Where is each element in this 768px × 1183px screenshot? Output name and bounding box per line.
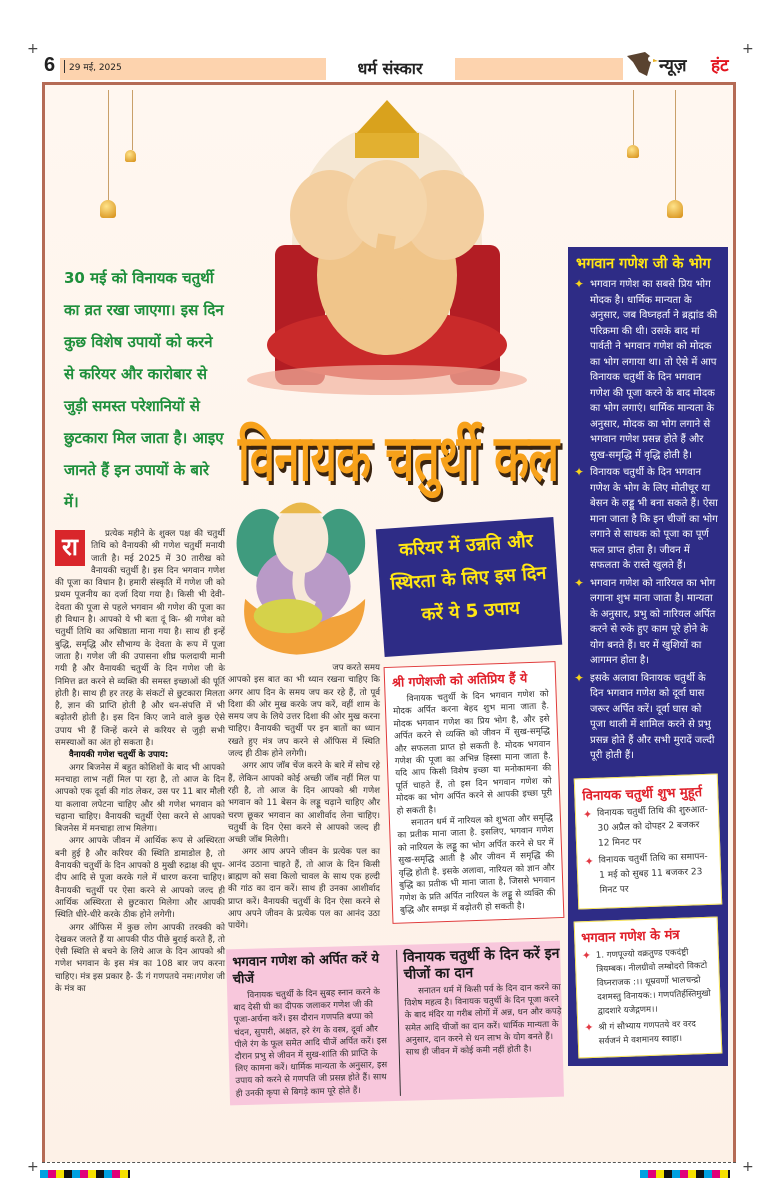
logo-text-news: न्यूज़ xyxy=(659,56,687,76)
mantra-item xyxy=(582,944,714,1018)
mantra-item-text: 1. गणपूज्यो वक्रतुण्ड एकदंष्ट्री त्रियम्बक। नीलग्रीवो लम्बोदरो विकटो विघ्नराजक :।। धूम्रवर्णो भालचन्द्रो दशमस्तु विनायक:। गणपतिर्हस्तिमुखो द्वादशारे यजेद्गणम।। xyxy=(595,947,711,1017)
bottom-rule xyxy=(42,1162,736,1163)
star-bullet-icon: ✦ xyxy=(584,854,595,868)
donation-section xyxy=(403,945,565,1095)
muhurat-item-text: विनायक चतुर्थी तिथि का समापन- 1 मई को सुबह 11 बजकर 23 मिनट पर xyxy=(598,851,708,896)
article-paragraph: अगर आपके जीवन में आर्थिक रूप से अस्थिरता बनी हुई है और करियर की स्थिति डामाडोल है, तो वैनायकी चतुर्थी के दिन आपको 8 मुखी रुद्राक्ष की धूप-दीप आदि से पूजा करके गले में धारण करना चाहिए। वैनायकी चतुर्थी पर ऐसा करने से आपको जल्द ही आर्थिक अस्थिरता से छुटकारा मिलेगा और आपकी स्थिति धीरे-धीरे करके ठीक होने लगेगी। xyxy=(55,836,225,921)
intro-text: 30 मई को विनायक चतुर्थी का व्रत रखा जाएगा। इस दिन कुछ विशेष उपायों को करने से करियर और कारोबार से जुड़ी समस्त परेशानियों से छुटकारा मिल जाता है। आइए जानते हैं इन उपायों के बारे में। xyxy=(64,269,224,511)
mantra-item xyxy=(584,1016,715,1049)
newspaper-logo xyxy=(625,50,740,80)
muhurat-item-text: विनायक चतुर्थी तिथि की शुरुआत- 30 अप्रैल को दोपहर 2 बजकर 12 मिनट पर xyxy=(596,804,709,849)
favorites-paragraph: सनातन धर्म में नारियल को शुभता और समृद्धि का प्रतीक माना जाता है. इसलिए, भगवान गणेश को नारियल के लड्डू का भोग अर्पित करने से घर में सुख-समृद्धि आती है और जीवन में समृद्धि की वृद्धि होती है. इसके अलावा, नारियल को ज्ञान और बुद्धि का प्रतीक भी माना जाता है, जिससे भगवान गणेश के प्रति अर्पित नारियल के लड्डू से व्यक्ति की बुद्धि और समझ में बढ़ोतरी हो सकती है। xyxy=(397,813,556,916)
favorites-heading: श्री गणेशजी को अतिप्रिय हैं ये xyxy=(391,670,528,690)
bhog-sidebar xyxy=(568,247,728,1066)
bhog-heading: भगवान गणेश जी के भोग xyxy=(576,256,711,272)
bhog-item-text: इसके अलावा विनायक चतुर्थी के दिन भगवान गणेश को दूर्वा घास जरूर अर्पित करें। दूर्वा घास को पूजा थाली में शामिल करने से प्रभु प्रसन्न होते हैं और सभी मुरादें जल्दी पूरी होती हैं। xyxy=(590,672,715,761)
star-bullet-icon: ✦ xyxy=(574,465,585,479)
registration-mark: + xyxy=(742,41,754,57)
bell-icon xyxy=(627,145,639,158)
muhurat-heading: विनायक चतुर्थी शुभ मुहूर्त xyxy=(582,784,703,804)
star-bullet-icon: ✦ xyxy=(582,807,593,821)
article-subheading: वैनायकी गणेश चतुर्थी के उपाय: xyxy=(69,750,169,761)
article-paragraph: अगर आप जॉब चेंज करने के बारे में सोच रहे हैं, लेकिन आपको कोई अच्छी जॉब नहीं मिल पा रही है, तो आज के दिन आपको श्री गणेश भगवान को 11 बेसन के लड्डू चढ़ाने चाहिए और चरण छूकर भगवान का आशीर्वाद लेना चाहिए। चतुर्थी के दिन ऐसा करने से आपको जल्द ही अच्छी जॉब मिलेगी। xyxy=(228,761,380,846)
article-paragraph: आपको इस बात का भी ध्यान रखना चाहिए कि अगर आप दिन के समय जप कर रहे हैं, तो पूर्व दिशा की ओर मुख करके जप करें, वहीं शाम के समय जप के लिये उत्तर दिशा की ओर मुख करना चाहिए। वैनायकी चतुर्थी पर इन बातों का ध्यान रखते हुए मंत्र जप करने से ऑफिस में स्थिति जल्द ही ठीक होने लगेगी। xyxy=(228,675,380,760)
star-bullet-icon: ✦ xyxy=(574,277,585,291)
subtitle-box: करियर में उन्नति और स्थिरता के लिए इस दिन करें ये 5 उपाय xyxy=(376,517,562,657)
muhurat-box xyxy=(574,773,722,909)
muhurat-item xyxy=(584,849,713,898)
article-continuation-caption: जप करते समय xyxy=(332,663,380,673)
bell-icon xyxy=(100,200,116,218)
star-bullet-icon: ✦ xyxy=(574,670,585,685)
favorites-paragraph: विनायक चतुर्थी के दिन भगवान गणेश को मोदक अर्पित करना बेहद शुभ माना जाता है. मोदक भगवान गणेश का प्रिय भोग है, और इसे अर्पित करने से व्यक्ति को जीवन में सुख-समृद्धि और सफलता प्राप्त हो सकती है. मोदक भगवान गणेश की पूजा का अभिन्न हिस्सा माना जाता है. यदि आप किसी विशेष इच्छा या मनोकामना की पूर्ति चाहते हैं, तो इस दिन भगवान गणेश को मोदक का भोग अर्पित करने से आपकी इच्छा पूरी हो सकती है। xyxy=(392,689,553,817)
article-column-left xyxy=(55,528,225,995)
offer-heading: भगवान गणेश को अर्पित करें ये चीजें xyxy=(232,950,380,987)
muhurat-item xyxy=(583,802,712,851)
logo-text-hunt: हंट xyxy=(711,56,729,76)
article-paragraph: अगर ऑफिस में कुछ लोग आपकी तरक्की को देखकर जलते हैं या आपकी पीठ पीछे बुराई करते हैं, तो ऐसी स्थिति से बचने के लिये आज के दिन आपको श्री गणेश भगवान के इस मंत्र का 108 बार जप करना चाहिए। मंत्र इस प्रकार है- ऊँ गं गणपतये नमः।गणेश जी के मंत्र का xyxy=(55,922,225,994)
ganesha-main-image xyxy=(215,95,560,410)
bhog-item xyxy=(576,671,720,764)
bhog-item xyxy=(576,465,720,574)
registration-mark: + xyxy=(742,1159,754,1175)
star-bullet-icon: ✦ xyxy=(584,1020,594,1034)
article-paragraph: अगर आप अपने जीवन के प्रत्येक पल का आनंद उठाना चाहते हैं, तो आज के दिन किसी ब्राह्मण को सवा किलो चावल के साथ एक हल्दी की गांठ का दान करें। साथ ही उनका आशीर्वाद प्राप्त करें। वैनायकी चतुर्थी के दिन ऐसा करने से आप अपने जीवन के प्रत्येक पल का आनंद उठा पायेंगे। xyxy=(228,847,380,932)
bhog-item-text: विनायक चतुर्थी के दिन भगवान गणेश के भोग के लिए मोतीचूर या बेसन के लड्डू भी बना सकते हैं। ऐसा माना जाता है कि इन चीजों का भोग लगाने से साधक को पूजा का पूर्ण फल प्राप्त होता है। जीवन में सफलता के रास्ते खुलते हैं। xyxy=(590,467,718,571)
mantra-heading: भगवान गणेश के मंत्र xyxy=(580,927,680,946)
eagle-logo-icon xyxy=(625,50,659,80)
registration-mark: + xyxy=(27,41,39,57)
header-band xyxy=(455,58,623,80)
article-paragraph: अगर बिजनेस में बहुत कोशिशों के बाद भी आपको मनचाहा लाभ नहीं मिल पा रहा है, तो आज के दिन आपको एक दूर्वा की गांठ लेकर, उस पर 11 बार मौली या कलावा लपेटना चाहिए और श्री गणेश भगवान को चढ़ाना चाहिए। वैनायकी चतुर्थी ऐसा करने से आपको बिजनेस में मनचाहा लाभ मिलेगा। xyxy=(55,762,225,835)
color-bar xyxy=(640,1170,730,1178)
bhog-item xyxy=(576,277,720,463)
article-column-middle xyxy=(228,662,380,933)
pink-box xyxy=(226,940,564,1105)
bhog-item xyxy=(576,576,720,669)
issue-date: 29 मई, 2025 xyxy=(64,60,122,73)
offer-section xyxy=(232,950,394,1100)
mantra-box xyxy=(574,916,723,1058)
favorites-box xyxy=(384,661,565,924)
divider xyxy=(396,949,401,1095)
bhog-item-text: भगवान गणेश को नारियल का भोग लगाना शुभ माना जाता है। मान्यता के अनुसार, प्रभु को नारियल अर्पित करने से रुके हुए काम पूरे होने के योग बनते हैं। घर में खुशियों का आगमन होता है। xyxy=(590,577,716,666)
drop-cap: रा xyxy=(55,530,85,566)
star-bullet-icon: ✦ xyxy=(581,948,592,962)
section-title: धर्म संस्कार xyxy=(357,59,423,78)
registration-mark: + xyxy=(27,1159,39,1175)
headline: विनायक चतुर्थी कल xyxy=(238,422,559,496)
offer-text: विनायक चतुर्थी के दिन सुबह स्नान करने के बाद देसी घी का दीपक जलाकर गणेश जी की पूजा-अर्चना करें। इस दौरान गणपति बप्पा को चंदन, सुपारी, अक्षत, हरे रंग के वस्त्र, दूर्वा और पीले रंग के फूल समेत आदि चीजें अर्पित करें। इस दौरान प्रभु से जीवन में सुख-शांति की प्राप्ति के लिए कामना करें। धार्मिक मान्यता के अनुसार, इस उपाय को करने से गणपति जी प्रसन्न होते हैं। साथ ही उनकी कृपा से बिगड़े काम पूरे होते हैं। xyxy=(233,986,388,1099)
middle-area xyxy=(228,662,562,1100)
bell-icon xyxy=(667,200,683,218)
mantra-item-text: श्री गं सौभ्याय गणपतये वर वरद सर्वजनं मे वशमानय स्वाहा। xyxy=(598,1018,697,1047)
bell-icon xyxy=(125,150,136,162)
star-bullet-icon: ✦ xyxy=(574,575,585,590)
donation-heading: विनायक चतुर्थी के दिन करें इन चीजों का दान xyxy=(403,945,560,983)
article-paragraph: प्रत्येक महीने के शुक्ल पक्ष की चतुर्थी तिथि को वैनायकी श्री गणेश चतुर्थी मनायी जाती है। मई 2025 में 30 तारीख को वैनायकी चतुर्थी है। इस दिन भगवान गणेश की पूजा का विधान है। हमारी संस्कृति में गणेश जी को प्रथम पूजनीय का दर्जा दिया गया है। किसी भी देवी-देवता की पूजा से पहले भगवान श्री गणेश की पूजा का ही विधान है। आपको ये भी बता दूं कि- श्री गणेश को चतुर्थी तिथि का अधिष्ठाता माना गया है। साथ ही इन्हें बुद्धि, समृद्धि और सौभाग्य के देवता के रूप में पूजा जाता है। गणेश जी की उपासना शीघ्र फलदायी मानी गयी है और वैनायकी चतुर्थी के दिन गणेश जी के निमित्त व्रत करने से व्यक्ति की समस्त इच्छाओं की पूर्ति होती है। साथ ही हर तरह के संकटों से छुटकारा मिलता है, ज्ञान की प्राप्ति होती है और धन-संपत्ति में भी बढ़ोतरी होती है। इस दिन किए जाने वाले कुछ ऐसे उपाय भी हैं जिन्हें करने से करियर से जुड़ी सभी समस्याओं का अंत हो सकता है। xyxy=(55,529,225,749)
ganesha-secondary-image xyxy=(228,495,378,660)
bhog-item-text: भगवान गणेश का सबसे प्रिय भोग मोदक है। धार्मिक मान्यता के अनुसार, जब विघ्नहर्ता ने ब्रह्मांड की परिक्रमा की थी। उसके बाद मां पार्वती ने भगवान गणेश को मोदक का भोग लगाया था। तो ऐसे में आप विनायक चतुर्थी के दिन भगवान गणेश की पूजा करने के बाद मोदक का भोग लगाएं। धार्मिक मान्यता के अनुसार, मोदक का भोग लगाने से भगवान गणेश प्रसन्न होते हैं और सुख-समृद्धि में वृद्धि होती है। xyxy=(590,279,718,461)
donation-text: सनातन धर्म में किसी पर्व के दिन दान करने का विशेष महत्व है। विनायक चतुर्थी के दिन पूजा करने के बाद मंदिर या गरीब लोगों में अन्न, धन और कपड़े समेत आदि चीजों का दान करें। धार्मिक मान्यता के अनुसार, दान करने से धन लाभ के योग बनते हैं। साथ ही जीवन में कोई कमी नहीं होती है। xyxy=(404,982,562,1058)
page-number: 6 xyxy=(44,54,56,76)
left-column xyxy=(55,262,225,995)
color-bar xyxy=(40,1170,130,1178)
